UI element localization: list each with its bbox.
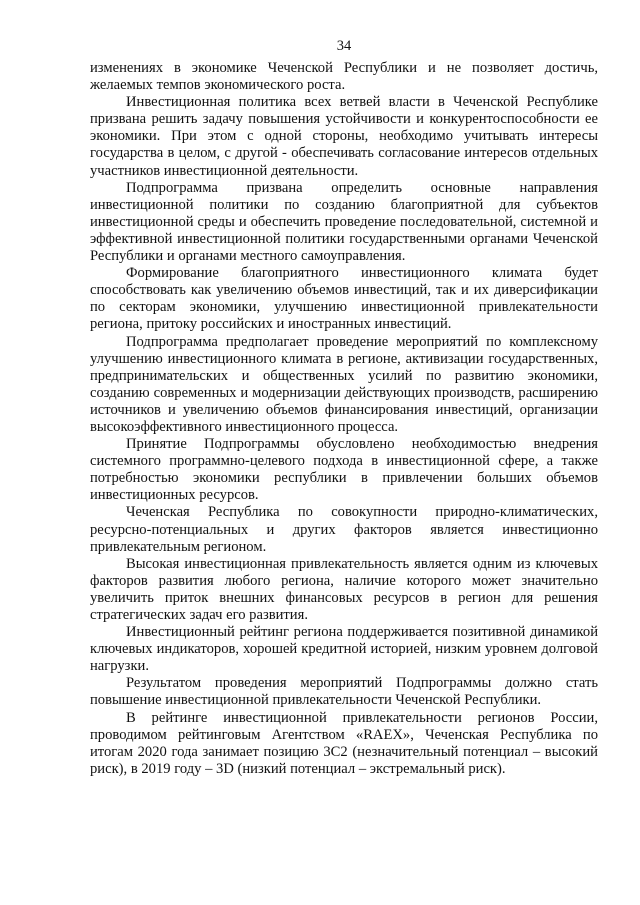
paragraph-investment-policy: Инвестиционная политика всех ветвей власти в Чеченской Республике призвана решить задачу повышения устойчивости и конкурентоспособности ее экономики. При этом с одной стороны, необходимо учитывать интересы государства в целом, с другой - обеспечивать согласование интересов отдельных участников инвестиционной деятельности. bbox=[90, 94, 598, 179]
paragraph-subprogram-measures: Подпрограмма предполагает проведение мероприятий по комплексному улучшению инвестиционного климата в регионе, активизации государственных, предпринимательских и общественных усилий по развитию экономики, созданию современных и модернизации действующих производств, расширению источников и увеличению объемов финансирования инвестиций, организации высокоэффективного инвестиционного процесса. bbox=[90, 333, 598, 435]
paragraph-investment-rating: Инвестиционный рейтинг региона поддерживается позитивной динамикой ключевых индикаторов, хорошей кредитной историей, низким уровнем долговой нагрузки. bbox=[90, 624, 598, 675]
paragraph-favorable-climate: Формирование благоприятного инвестиционного климата будет способствовать как увеличению объемов инвестиций, так и их диверсификации по секторам экономики, улучшению инвестиционной привлекательности региона, притоку российских и иностранных инвестиций. bbox=[90, 265, 598, 333]
body-text bbox=[90, 60, 598, 778]
paragraph-raex-rating: В рейтинге инвестиционной привлекательности регионов России, проводимом рейтинговым Агентством «RAEX», Чеченская Республика по итогам 2020 года занимает позицию 3С2 (незначительный потенциал – высокий риск), в 2019 году – 3D (низкий потенциал – экстремальный риск). bbox=[90, 709, 598, 777]
paragraph-continuation: изменениях в экономике Чеченской Республики и не позволяет достичь, желаемых темпов экономического роста. bbox=[90, 60, 598, 94]
paragraph-adoption-reasons: Принятие Подпрограммы обусловлено необходимостью внедрения системного программно-целевого подхода в инвестиционной сфере, а также потребностью экономики республики в привлечении больших объемов инвестиционных ресурсов. bbox=[90, 436, 598, 504]
paragraph-high-attractiveness: Высокая инвестиционная привлекательность является одним из ключевых факторов развития любого региона, наличие которого может значительно увеличить приток внешних финансовых ресурсов в регион для решения стратегических задач его развития. bbox=[90, 555, 598, 623]
paragraph-attractive-region: Чеченская Республика по совокупности природно-климатических, ресурсно-потенциальных и других факторов является инвестиционно привлекательным регионом. bbox=[90, 504, 598, 555]
page-number: 34 bbox=[336, 38, 352, 54]
paragraph-result: Результатом проведения мероприятий Подпрограммы должно стать повышение инвестиционной привлекательности Чеченской Республики. bbox=[90, 675, 598, 709]
paragraph-subprogram-purpose: Подпрограмма призвана определить основные направления инвестиционной политики по созданию благоприятной для субъектов инвестиционной среды и обеспечить проведение последовательной, системной и эффективной инвестиционной политики государственными органами Чеченской Республики и органами местного самоуправления. bbox=[90, 179, 598, 265]
